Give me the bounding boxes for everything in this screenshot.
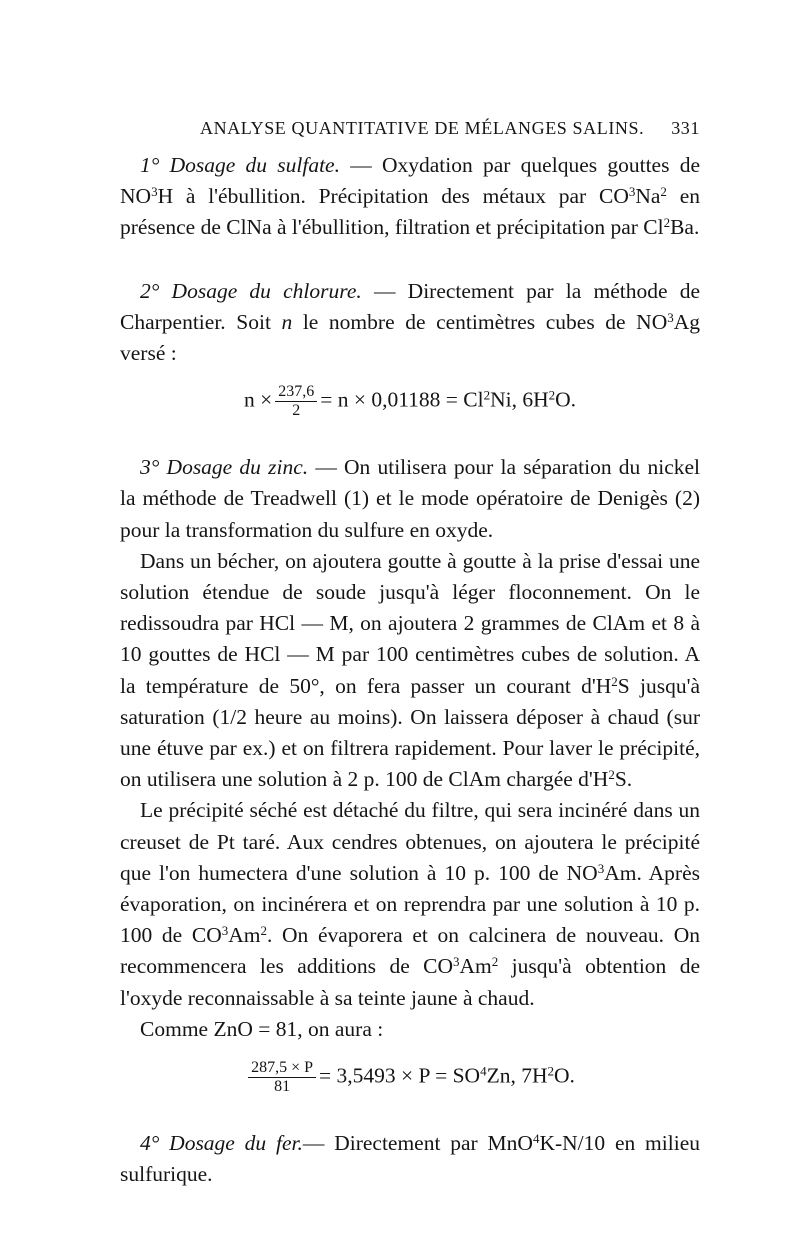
section-title: 3° Dosage du zinc.	[140, 455, 309, 480]
running-title: ANALYSE QUANTITATIVE DE MÉLANGES SALINS.	[200, 118, 645, 138]
section-title: 4° Dosage du fer.	[140, 1131, 303, 1156]
paragraph: Le précipité séché est détaché du filtre, qui sera incinéré dans un creuset de Pt taré. Aux cendres obtenues, on ajoutera le précipité que l'on humectera d'une solution à 10 p. 100 de $NO^3Am$. Après évaporation, on incinérera et on reprendra par une solution à 10 p. 100 de $CO^3Am^2$. On évaporera et on calcinera de nouveau. On recommencera les additions de $CO^3Am^2$ jusqu'à obtention de l'oxyde reconnaissable à sa teinte jaune à chaud.	[120, 798, 700, 1010]
fraction: $\frac{287,5 \times P}{81}$	[248, 1059, 316, 1096]
section-zinc: 3° Dosage du zinc. — On utilisera pour la séparation du nickel la méthode de Treadwell (1) et le mode opératoire de Denigès (2) pour la transformation du sulfure en oxyde.	[120, 455, 701, 542]
paragraph: Comme ZnO = 81, on aura :	[140, 1016, 384, 1041]
page-body	[120, 150, 700, 1190]
page-number: 331	[671, 118, 700, 138]
formula-chlorure: n × $\frac{237,6}{2}$ = $n \times 0,01188 = Cl^2Ni$, $6H^2O$.	[243, 383, 577, 420]
formula-zinc: $\frac{287,5 \times P}{81}$ = $3,5493 \times P = SO^4Zn$, $7H^2O$.	[120, 1059, 700, 1096]
section-title: 1° Dosage du sulfate.	[140, 153, 340, 177]
section-title: 2° Dosage du chlorure.	[140, 278, 362, 303]
section-chlorure: 2° Dosage du chlorure. — Directement par la méthode de Charpentier. Soit n le nombre de centimètres cubes de $NO^3Ag$ versé :	[120, 278, 701, 366]
fraction: $\frac{237,6}{2}$	[275, 383, 317, 420]
section-fer: 4° Dosage du fer.— Directement par MnO$^4$K-N/10 en milieu sulfurique.	[120, 1131, 700, 1187]
section-sulfate: 1° Dosage du sulfate. — Oxydation par quelques gouttes de $NO^3H$ à l'ébullition. Précipitation des métaux par $CO^3Na^2$ en présence de ClNa à l'ébullition, filtration et précipitation par Cl$^2$Ba.	[120, 153, 700, 240]
paragraph: Dans un bécher, on ajoutera goutte à goutte à la prise d'essai une solution étendue de soude jusqu'à léger floconnement. On le redissoudra par HCl — M, on ajoutera 2 grammes de ClAm et 8 à 10 gouttes de HCl — M par 100 centimètres cubes de solution. A la température de 50°, on fera passer un courant $d'H^2S$ jusqu'à saturation (1/2 heure au moins). On laissera déposer à chaud (sur une étuve par ex.) et on filtrera rapidement. Pour laver le précipité, on utilisera une solution à 2 p. 100 de ClAm chargée $d'H^2S$.	[120, 548, 700, 792]
